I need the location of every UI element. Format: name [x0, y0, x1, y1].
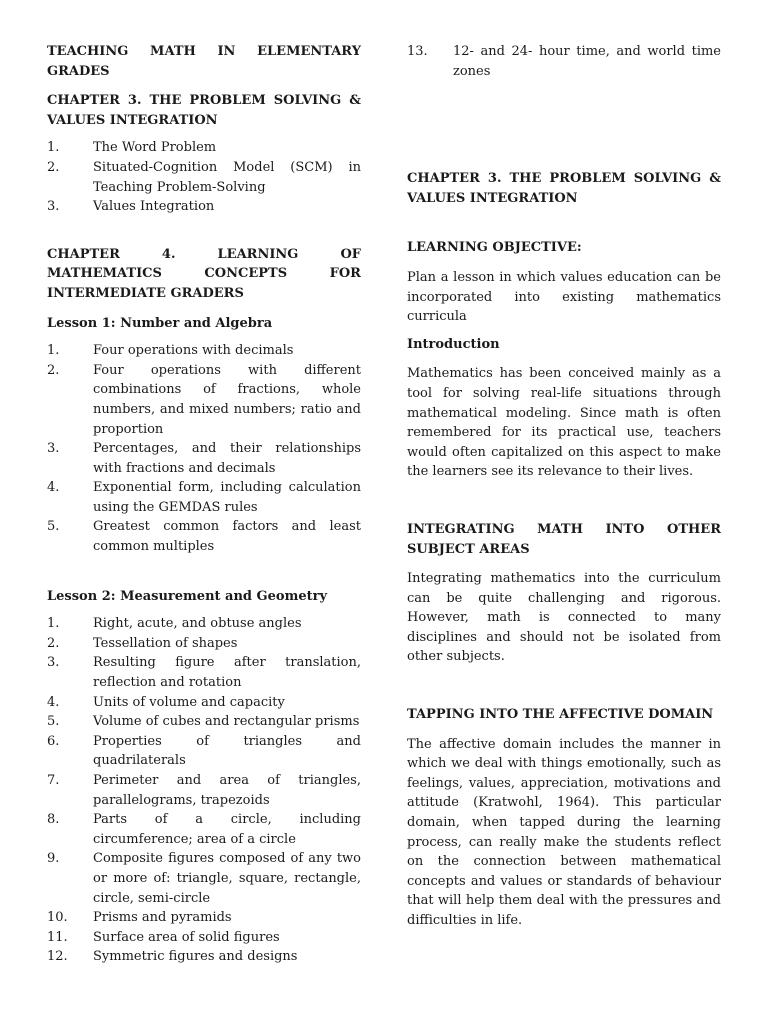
lesson2-list	[47, 614, 361, 967]
list-item: 7. Perimeter and area of triangles, parallelograms, trapezoids	[47, 773, 361, 808]
affective-title: TAPPING INTO THE AFFECTIVE DOMAIN	[407, 707, 714, 723]
lesson2-title: Lesson 2: Measurement and Geometry	[47, 588, 328, 604]
course-title: TEACHING MATH IN ELEMENTARY GRADES	[47, 44, 361, 79]
list-item: 3. Values Integration	[47, 199, 215, 215]
list-item: 2. Four operations with different combinations of fractions, whole numbers, and mixed numbers; ratio and proportion	[47, 362, 361, 437]
left-column	[47, 42, 361, 967]
introduction-text: Mathematics has been conceived mainly as a tool for solving real-life situations through mathematical modeling. Since math is often remembered for its practical use, teachers would often capitalized on this aspect to make the learners see its relevance to their lives.	[407, 366, 721, 480]
list-item: 1. The Word Problem	[47, 140, 217, 156]
list-item: 2. Tessellation of shapes	[47, 635, 238, 651]
list-item: 3. Resulting figure after translation, reflection and rotation	[47, 655, 361, 691]
learning-objective-text: Plan a lesson in which values education can be incorporated into existing mathematics curricula	[407, 269, 721, 325]
lesson1-title: Lesson 1: Number and Algebra	[47, 315, 273, 331]
chapter3-list	[47, 138, 361, 216]
list-item: 3. Percentages, and their relationships with fractions and decimals	[47, 441, 361, 476]
list-item: 4. Exponential form, including calculation using the GEMDAS rules	[47, 480, 361, 515]
chapter4-title: CHAPTER 4. LEARNING OF MATHEMATICS CONCEPTS FOR INTERMEDIATE GRADERS	[47, 246, 361, 301]
integrating-text: Integrating mathematics into the curriculum can be quite challenging and rigorous. However, math is connected to many disciplines and should not be isolated from other subjects.	[407, 571, 721, 665]
list-item: 11. Surface area of solid figures	[47, 929, 280, 945]
list-item: 1. Four operations with decimals	[47, 343, 294, 359]
right-column	[407, 42, 721, 931]
list-item: 9. Composite figures composed of any two or more of: triangle, square, rectangle, circle, semi-circle	[47, 851, 361, 906]
continued-list	[407, 42, 721, 81]
lesson1-list	[47, 341, 361, 557]
list-item: 5. Greatest common factors and least common multiples	[47, 519, 361, 555]
list-item: 10. Prisms and pyramids	[47, 910, 232, 926]
list-item: 2. Situated-Cognition Model (SCM) in Teaching Problem-Solving	[47, 159, 361, 195]
list-item: 6. Properties of triangles and quadrilaterals	[47, 733, 361, 769]
chapter3-title-left: CHAPTER 3. THE PROBLEM SOLVING & VALUES INTEGRATION	[47, 93, 361, 128]
affective-text: The affective domain includes the manner in which we deal with things emotionally, such as feelings, values, appreciation, motivations and attitude (Kratwohl, 1964). This particular domain, when tapped during the learning process, can really make the students reflect on the connection between mathematical concepts and values or standards of behaviour that will help them deal with the pressures and difficulties in life.	[407, 736, 721, 928]
list-item: 12. Symmetric figures and designs	[47, 949, 298, 965]
list-item: 8. Parts of a circle, including circumference; area of a circle	[47, 812, 361, 847]
list-item: 5. Volume of cubes and rectangular prisms	[47, 714, 360, 730]
introduction-title: Introduction	[407, 336, 500, 352]
chapter3-title-right: CHAPTER 3. THE PROBLEM SOLVING & VALUES INTEGRATION	[407, 171, 721, 206]
list-item: 1. Right, acute, and obtuse angles	[47, 616, 302, 632]
list-item: 4. Units of volume and capacity	[47, 694, 285, 710]
integrating-title: INTEGRATING MATH INTO OTHER SUBJECT AREAS	[407, 521, 721, 557]
list-item: 13. 12- and 24- hour time, and world time zones	[407, 44, 721, 79]
learning-objective-title: LEARNING OBJECTIVE:	[407, 240, 582, 256]
